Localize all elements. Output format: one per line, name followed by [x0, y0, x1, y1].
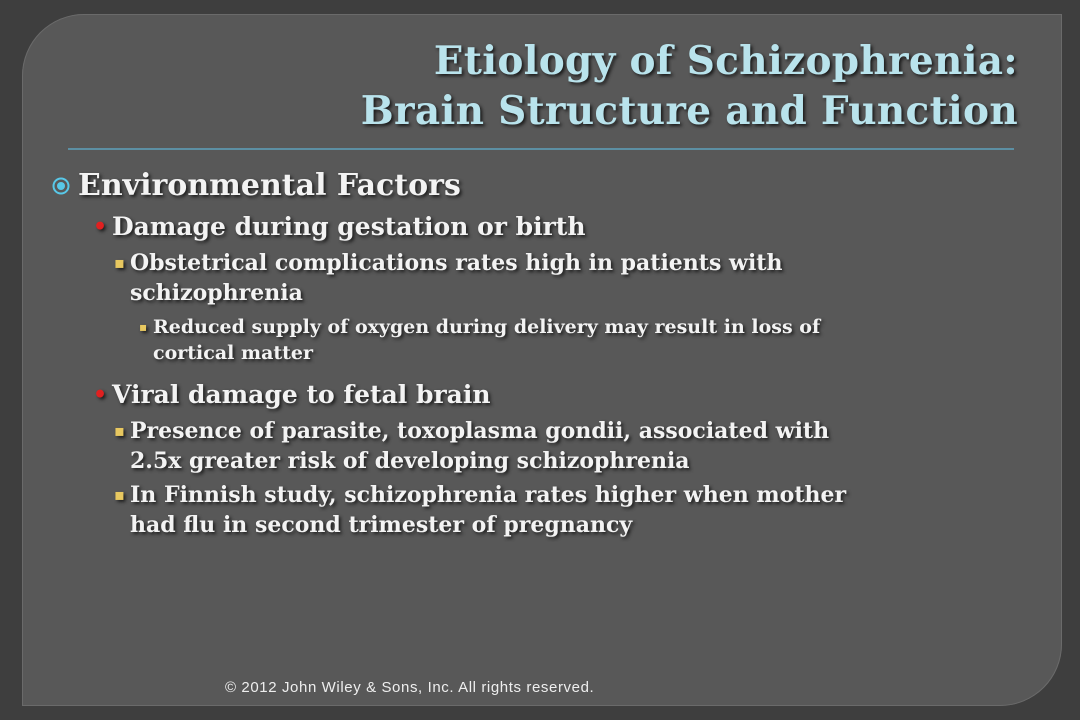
point-text-line-2: had flu in second trimester of pregnancy — [130, 512, 633, 538]
slide-title — [198, 36, 1018, 136]
point-text-line-2: 2.5x greater risk of developing schizophrenia — [130, 448, 690, 474]
title-line-2: Brain Structure and Function — [360, 88, 1018, 134]
square-bullet-icon: ▪ — [139, 320, 148, 334]
bullet-gestation — [50, 210, 1010, 244]
point-text-line-2: schizophrenia — [130, 280, 303, 306]
copyright-footer: © 2012 John Wiley & Sons, Inc. All rights reserved. — [225, 679, 595, 696]
title-line-1: Etiology of Schizophrenia: — [433, 38, 1018, 84]
point-text-line-1: Obstetrical complications rates high in patients with — [130, 250, 783, 276]
point-finnish-study — [50, 480, 1010, 540]
subpoint-text-line-1: Reduced supply of oxygen during delivery may result in loss of — [153, 316, 821, 338]
target-bullet-icon — [52, 177, 70, 195]
square-bullet-icon: ▪ — [114, 253, 125, 272]
title-divider — [68, 148, 1014, 150]
point-text-line-1: In Finnish study, schizophrenia rates higher when mother — [130, 482, 847, 508]
subpoint-oxygen — [50, 314, 1010, 366]
point-toxoplasma — [50, 416, 1010, 476]
bullet-text: Damage during gestation or birth — [112, 212, 586, 241]
slide-content — [50, 166, 1010, 540]
red-bullet-icon: • — [93, 214, 108, 240]
square-bullet-icon: ▪ — [114, 485, 125, 504]
bullet-text: Viral damage to fetal brain — [112, 380, 491, 409]
subpoint-text-line-2: cortical matter — [153, 342, 314, 364]
red-bullet-icon: • — [93, 382, 108, 408]
bullet-viral-damage — [50, 378, 1010, 412]
point-text-line-1: Presence of parasite, toxoplasma gondii, associated with — [130, 418, 830, 444]
heading-text: Environmental Factors — [78, 168, 461, 203]
heading-environmental-factors — [50, 166, 1010, 206]
square-bullet-icon: ▪ — [114, 421, 125, 440]
point-obstetrical — [50, 248, 1010, 308]
